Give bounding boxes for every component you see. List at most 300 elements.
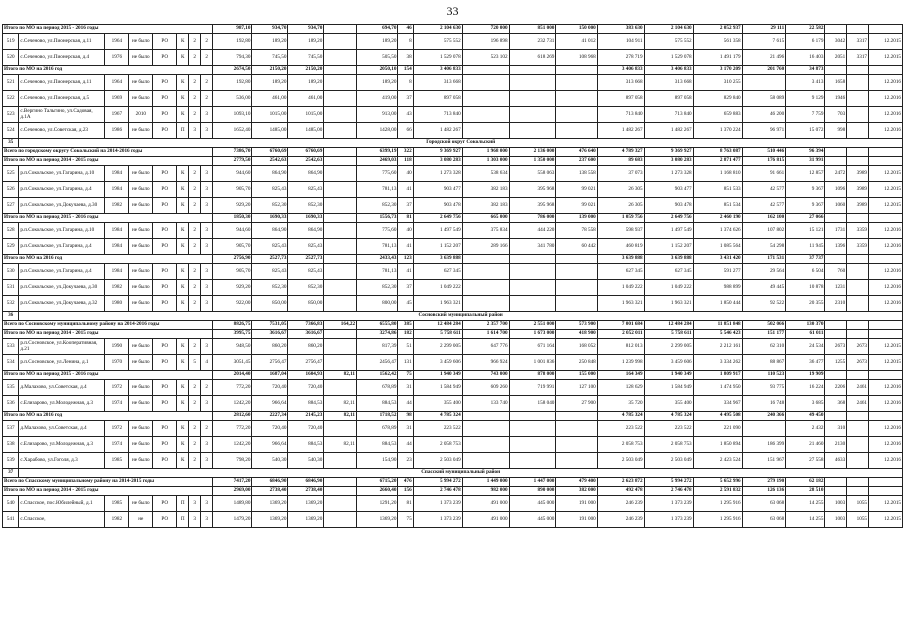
value-cell: 99 021 (556, 182, 597, 198)
address-cell: р.п.Сокольское, ул.Гагарина, д.4 (19, 264, 105, 280)
value-cell (556, 280, 597, 296)
value-cell: 1291,20 (357, 496, 398, 512)
value-cell: 278 719 (597, 50, 644, 66)
value-cell (847, 280, 869, 296)
value-cell (324, 239, 357, 255)
floors-cell: 2 (189, 239, 201, 255)
value-cell: 2 058 753 (597, 437, 644, 453)
wall-material-cell: К (177, 166, 189, 182)
value-cell: 2461 (847, 396, 869, 412)
value-cell (462, 421, 509, 437)
value-cell: 88 867 (742, 355, 786, 371)
value-cell (324, 487, 357, 496)
value-cell: 944,60 (213, 166, 252, 182)
value-cell: 154 (398, 66, 413, 75)
value-cell: 131 (398, 355, 413, 371)
value-cell: 21 496 (742, 50, 786, 66)
value-cell: 3 080 283 (413, 157, 462, 166)
value-cell: 5 546 423 (693, 330, 742, 339)
floors-cell: 2 (189, 182, 201, 198)
value-cell: 890 000 (509, 487, 556, 496)
subtotal-label: Итого по МО на период 2014 - 2015 годы (3, 157, 213, 166)
entrances-cell: 3 (201, 437, 213, 453)
repair-method-cell: РО (153, 75, 177, 91)
value-cell (556, 66, 597, 75)
address-cell: с.Спасское, (19, 512, 105, 528)
address-cell: р.п.Сокольское, ул.Докучаева, д.32 (19, 296, 105, 312)
value-cell (509, 255, 556, 264)
row-number-cell: 540 (3, 496, 19, 512)
entrances-cell: 3 (201, 339, 213, 355)
value-cell: 775,60 (357, 223, 398, 239)
value-cell: 12.2016 (869, 421, 903, 437)
value-cell: 2 623 872 (597, 478, 644, 487)
value-cell: 9 369 927 (644, 148, 693, 157)
value-cell: 1 614 700 (462, 330, 509, 339)
value-cell (509, 123, 556, 139)
value-cell: 1 049 222 (597, 280, 644, 296)
value-cell: 4 785 324 (644, 412, 693, 421)
wall-material-cell: К (177, 421, 189, 437)
value-cell: 3 413 (786, 75, 825, 91)
value-cell: 133 740 (462, 396, 509, 412)
value-cell (462, 437, 509, 453)
value-cell: 60 442 (556, 239, 597, 255)
repair-method-cell: РО (153, 280, 177, 296)
address-cell: с.Спасское, пос.Юбилейный, д.1 (19, 496, 105, 512)
row-number-cell: 528 (3, 223, 19, 239)
wall-material-cell: К (177, 223, 189, 239)
value-cell: 12.2016 (869, 223, 903, 239)
row-number-cell: 535 (3, 380, 19, 396)
value-cell: 2145,23 (288, 412, 324, 421)
last-repair-cell: не было (129, 437, 153, 453)
value-cell: 1 373 239 (413, 496, 462, 512)
value-cell: 75 (398, 371, 413, 380)
value-cell: 12.2016 (869, 264, 903, 280)
value-cell (869, 148, 903, 157)
value-cell: 1 273 328 (644, 166, 693, 182)
value-cell (869, 321, 903, 330)
value-cell: 246 239 (597, 496, 644, 512)
value-cell: 2472 (825, 166, 847, 182)
value-cell (556, 421, 597, 437)
value-cell (462, 296, 509, 312)
value-cell: 825,43 (288, 239, 324, 255)
value-cell (462, 453, 509, 469)
build-year-cell: 1964 (105, 75, 129, 91)
value-cell: 897 058 (644, 91, 693, 107)
value-cell: 1003 (825, 512, 847, 528)
value-cell: 8 (398, 75, 413, 91)
value-cell (324, 355, 357, 371)
value-cell: 12.2015 (869, 182, 903, 198)
value-cell: 27 900 (556, 396, 597, 412)
value-cell: 164 349 (597, 371, 644, 380)
value-cell: 573 900 (556, 321, 597, 330)
value-cell: 2 136 000 (509, 148, 556, 157)
repair-method-cell: РО (153, 512, 177, 528)
value-cell: 2227,34 (252, 412, 288, 421)
value-cell (825, 478, 847, 487)
value-cell: 2 503 049 (413, 453, 462, 469)
value-cell (462, 66, 509, 75)
value-cell: 460 819 (597, 239, 644, 255)
entrances-cell: 3 (201, 264, 213, 280)
value-cell: 1690,33 (288, 214, 324, 223)
build-year-cell: 1967 (105, 107, 129, 123)
value-cell: 61 011 (786, 330, 825, 339)
value-cell: 864,90 (252, 223, 288, 239)
value-cell: 49 450 (786, 412, 825, 421)
value-cell: 168 052 (556, 339, 597, 355)
wall-material-cell: К (177, 396, 189, 412)
value-cell: 3616,67 (252, 330, 288, 339)
value-cell: 897 058 (413, 91, 462, 107)
value-cell: 1 940 349 (413, 371, 462, 380)
floors-cell: 2 (189, 223, 201, 239)
value-cell: 12 484 284 (413, 321, 462, 330)
value-cell: 2130 (825, 437, 847, 453)
value-cell: 540,30 (252, 453, 288, 469)
value-cell: 476 (398, 478, 413, 487)
value-cell (324, 75, 357, 91)
value-cell: 1055 (847, 512, 869, 528)
value-cell: 1 152 207 (413, 239, 462, 255)
wall-material-cell: К (177, 198, 189, 214)
value-cell: 40 (398, 223, 413, 239)
value-cell: 4 789 327 (597, 148, 644, 157)
value-cell: 1 295 916 (693, 512, 742, 528)
value-cell: 1231 (825, 280, 847, 296)
value-cell: 2456,47 (357, 355, 398, 371)
section-header-row (3, 312, 903, 321)
value-cell: 189,20 (357, 75, 398, 91)
value-cell (825, 255, 847, 264)
floors-cell: 3 (189, 496, 201, 512)
value-cell: 12.2016 (869, 453, 903, 469)
repair-method-cell: РО (153, 91, 177, 107)
floors-cell: 2 (189, 50, 201, 66)
value-cell: 1 491 179 (693, 50, 742, 66)
section-title: Спасский муниципальный район (19, 469, 903, 478)
value-cell (847, 421, 869, 437)
value-cell: 929,20 (213, 280, 252, 296)
value-cell: 176 815 (742, 157, 786, 166)
subtotal-label: Итого по МО на период 2015 - 2016 годы (3, 214, 213, 223)
housing-program-table (2, 24, 903, 528)
value-cell: 36 477 (786, 355, 825, 371)
value-cell: 913,00 (357, 107, 398, 123)
value-cell: 63 068 (742, 496, 786, 512)
value-cell: 825,43 (252, 182, 288, 198)
value-cell: 189,20 (357, 34, 398, 50)
wall-material-cell: К (177, 107, 189, 123)
wall-material-cell: К (177, 50, 189, 66)
value-cell: 41 012 (556, 34, 597, 50)
value-cell: 14 255 (786, 496, 825, 512)
value-cell (825, 321, 847, 330)
wall-material-cell: К (177, 296, 189, 312)
value-cell: 6555,80 (357, 321, 398, 330)
value-cell: 786 000 (509, 214, 556, 223)
table-row (3, 421, 903, 437)
value-cell (869, 487, 903, 496)
value-cell: 1652,40 (213, 123, 252, 139)
value-cell: 29 564 (742, 264, 786, 280)
value-cell (462, 107, 509, 123)
value-cell: 1 273 328 (413, 166, 462, 182)
address-cell: р.п.Сокольское, ул.Гагарина, д.10 (19, 223, 105, 239)
value-cell: 341 780 (509, 239, 556, 255)
value-cell (847, 437, 869, 453)
value-cell: 37 737 (786, 255, 825, 264)
value-cell: 15 072 (786, 123, 825, 139)
value-cell (869, 214, 903, 223)
value-cell: 156 (398, 487, 413, 496)
value-cell: 26 305 (597, 182, 644, 198)
value-cell: 794,30 (213, 50, 252, 66)
build-year-cell: 1990 (105, 339, 129, 355)
value-cell: 3 334 262 (693, 355, 742, 371)
value-cell: 12.2016 (869, 123, 903, 139)
row-number-cell: 531 (3, 280, 19, 296)
table-row (3, 396, 903, 412)
repair-method-cell: РО (153, 421, 177, 437)
floors-cell: 5 (189, 355, 201, 371)
value-cell: 825,43 (252, 264, 288, 280)
value-cell (324, 380, 357, 396)
entrances-cell: 3 (201, 496, 213, 512)
value-cell: 12.2015 (869, 198, 903, 214)
value-cell: 1396 (825, 239, 847, 255)
table-row (3, 264, 903, 280)
value-cell: 1562,42 (357, 371, 398, 380)
value-cell (869, 157, 903, 166)
repair-method-cell: РО (153, 123, 177, 139)
value-cell (556, 453, 597, 469)
value-cell: 42 577 (742, 198, 786, 214)
value-cell: 1 584 949 (413, 380, 462, 396)
value-cell (825, 487, 847, 496)
value-cell: 575 552 (413, 34, 462, 50)
wall-material-cell: П (177, 123, 189, 139)
value-cell: 1060 (825, 198, 847, 214)
value-cell: 35 720 (597, 396, 644, 412)
value-cell: 445 000 (509, 496, 556, 512)
floors-cell: 2 (189, 437, 201, 453)
table-row (3, 166, 903, 182)
value-cell: 851 533 (693, 182, 742, 198)
last-repair-cell: не было (129, 50, 153, 66)
value-cell: 11 945 (786, 239, 825, 255)
value-cell: 598 937 (597, 223, 644, 239)
value-cell: 12.2015 (869, 34, 903, 50)
value-cell: 1 529 078 (644, 50, 693, 66)
value-cell (847, 123, 869, 139)
value-cell: 1255 (825, 355, 847, 371)
value-cell: 191 000 (556, 496, 597, 512)
value-cell: 745,50 (252, 50, 288, 66)
value-cell: 1 850 444 (693, 296, 742, 312)
value-cell: 3 406 833 (644, 66, 693, 75)
value-cell (462, 255, 509, 264)
build-year-cell: 1984 (105, 182, 129, 198)
value-cell: 618 269 (509, 50, 556, 66)
address-cell: с.Сеченово, ул.Советская, д.23 (19, 123, 105, 139)
value-cell: 182 (398, 330, 413, 339)
value-cell (825, 25, 847, 34)
value-cell: 16 224 (786, 380, 825, 396)
value-cell: 491 000 (462, 512, 509, 528)
value-cell (825, 148, 847, 157)
value-cell: 7417,20 (213, 478, 252, 487)
value-cell: 12.2016 (869, 239, 903, 255)
entrances-cell: 3 (201, 123, 213, 139)
value-cell (869, 66, 903, 75)
value-cell: 108 968 (556, 50, 597, 66)
value-cell (324, 478, 357, 487)
table-row (3, 91, 903, 107)
value-cell: 2542,63 (252, 157, 288, 166)
value-cell: 3995,75 (213, 330, 252, 339)
wall-material-cell: К (177, 339, 189, 355)
repair-method-cell: РО (153, 182, 177, 198)
build-year-cell: 1982 (105, 280, 129, 296)
value-cell: 26 305 (597, 198, 644, 214)
value-cell: 1003 (825, 496, 847, 512)
value-cell: 829 840 (693, 91, 742, 107)
value-cell: 12.2015 (869, 50, 903, 66)
value-cell: 851 000 (509, 25, 556, 34)
value-cell (509, 107, 556, 123)
repair-method-cell: РО (153, 437, 177, 453)
value-cell: 864,90 (252, 166, 288, 182)
value-cell: 395 968 (509, 182, 556, 198)
value-cell: 12.2016 (869, 296, 903, 312)
row-number-cell: 538 (3, 437, 19, 453)
last-repair-cell: не было (129, 123, 153, 139)
value-cell: 1 584 949 (644, 380, 693, 396)
entrances-cell: 3 (201, 396, 213, 412)
section-title: Городской округ Сокольский (19, 139, 903, 148)
address-cell: с.Сеченово, ул.Пионерская, д.11 (19, 34, 105, 50)
section-number: 35 (3, 139, 19, 148)
value-cell: 2542,63 (288, 157, 324, 166)
value-cell: 1 085 564 (693, 239, 742, 255)
value-cell (869, 255, 903, 264)
value-cell: 903 478 (644, 198, 693, 214)
value-cell: 9 367 (786, 198, 825, 214)
table-row (3, 198, 903, 214)
last-repair-cell: не было (129, 496, 153, 512)
value-cell: 745,50 (288, 50, 324, 66)
value-cell: 852,30 (288, 280, 324, 296)
value-cell: 23 (398, 453, 413, 469)
subtotal-row (3, 330, 903, 339)
subtotal-label: Итого по МО на период 2015 - 2016 годы (3, 371, 213, 380)
value-cell: 196 898 (462, 34, 509, 50)
value-cell: 510 446 (742, 148, 786, 157)
build-year-cell: 1984 (105, 166, 129, 182)
value-cell: 2014,40 (213, 371, 252, 380)
value-cell: 107 802 (742, 223, 786, 239)
value-cell: 37 (398, 91, 413, 107)
value-cell: 775,60 (357, 166, 398, 182)
value-cell: 851 534 (693, 198, 742, 214)
row-number-cell: 523 (3, 107, 19, 123)
value-cell (847, 157, 869, 166)
value-cell: 505,50 (357, 50, 398, 66)
value-cell: 2673 (825, 339, 847, 355)
value-cell (847, 321, 869, 330)
value-cell: 492 478 (597, 487, 644, 496)
value-cell (509, 453, 556, 469)
value-cell: 966,64 (252, 396, 288, 412)
address-cell: р.п.Сокольское, ул.Докучаева, д.30 (19, 280, 105, 296)
floors-cell: 2 (189, 453, 201, 469)
value-cell: 192,80 (213, 75, 252, 91)
value-cell: 164,22 (324, 321, 357, 330)
address-cell: с.Вергино Тальгино, ул.Садовая, д.1А (19, 107, 105, 123)
value-cell: 1556,73 (357, 214, 398, 223)
subtotal-label: Итого по МО на период 2014 - 2015 годы (3, 330, 213, 339)
value-cell: 720,40 (288, 421, 324, 437)
value-cell: 1 239 998 (597, 355, 644, 371)
value-cell: 1 373 239 (644, 496, 693, 512)
value-cell: 1 447 000 (509, 478, 556, 487)
last-repair-cell: не было (129, 264, 153, 280)
value-cell: 3317 (847, 34, 869, 50)
value-cell: 1 850 894 (693, 437, 742, 453)
value-cell: 922,00 (213, 296, 252, 312)
value-cell (847, 75, 869, 91)
section-title: Сосновский муниципальный район (19, 312, 903, 321)
value-cell (847, 107, 869, 123)
floors-cell: 3 (189, 123, 201, 139)
entrances-cell: 3 (201, 512, 213, 528)
value-cell: 1015,00 (288, 107, 324, 123)
value-cell (556, 123, 597, 139)
value-cell: 128 629 (597, 380, 644, 396)
value-cell (825, 157, 847, 166)
value-cell: 540,30 (288, 453, 324, 469)
value-cell: 1 497 549 (644, 223, 693, 239)
value-cell (324, 50, 357, 66)
value-cell (324, 166, 357, 182)
section-header-row (3, 139, 903, 148)
value-cell: 1 370 224 (693, 123, 742, 139)
value-cell (869, 371, 903, 380)
wall-material-cell: К (177, 182, 189, 198)
value-cell: 21 460 (786, 437, 825, 453)
value-cell: 31 991 (786, 157, 825, 166)
value-cell: 2 058 753 (413, 437, 462, 453)
build-year-cell: 1972 (105, 380, 129, 396)
value-cell: 82,11 (324, 412, 357, 421)
value-cell: 12.2015 (869, 496, 903, 512)
value-cell: 104 911 (597, 34, 644, 50)
value-cell (324, 512, 357, 528)
address-cell: д.Малахово, ул.Советская, д.4 (19, 380, 105, 396)
value-cell: 99 021 (556, 198, 597, 214)
value-cell: 82,11 (324, 371, 357, 380)
value-cell (324, 421, 357, 437)
value-cell (324, 34, 357, 50)
value-cell: 966 924 (462, 355, 509, 371)
value-cell (324, 107, 357, 123)
subtotal-row (3, 25, 903, 34)
